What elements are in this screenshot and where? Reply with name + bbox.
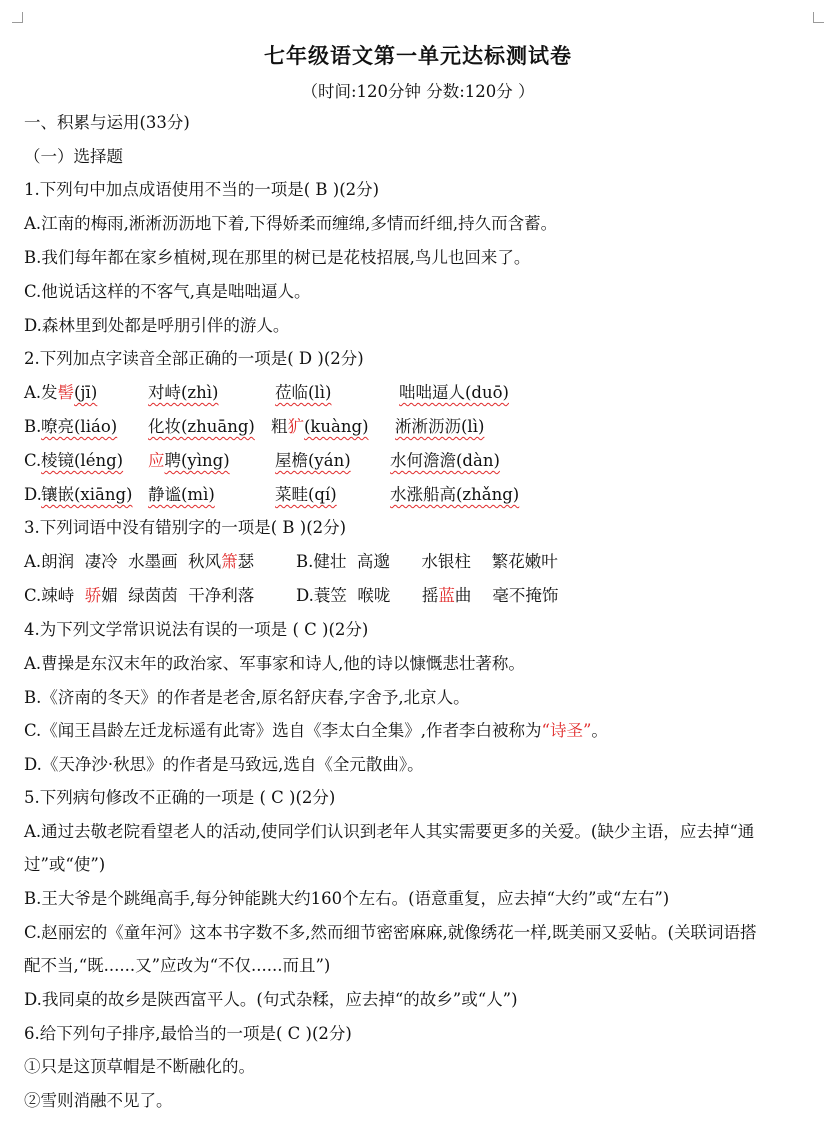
option-item: 菜畦(qí)	[275, 485, 337, 504]
option-text: D.蓑笠 喉咙 摇	[296, 586, 439, 605]
option-item: 水涨船高(zhǎng)	[390, 485, 520, 504]
question-stem: 4.为下列文学常识说法有误的一项是 ( C )(2分)	[24, 620, 369, 639]
option-item: 棱镜(léng)	[41, 451, 124, 470]
option-b: B.《济南的冬天》的作者是老舍,原名舒庆春,字舍予,北京人。	[24, 688, 470, 707]
highlight-char: 髻	[57, 383, 74, 402]
option-text: A.朗润 凄冷 水墨画 秋风	[24, 552, 222, 571]
option-label: B.	[24, 417, 42, 436]
option-d: D.森林里到处都是呼朋引伴的游人。	[24, 316, 290, 335]
option-c-continued: 配不当,“既......又”应改为“不仅......而且”)	[24, 956, 331, 975]
question-stem: 6.给下列句子排序,最恰当的一项是( C )(2分)	[24, 1024, 352, 1043]
option-item	[41, 382, 97, 404]
option-a: A.通过去敬老院看望老人的活动,使同学们认识到老年人其实需要更多的关爱。(缺少主语，应去掉“通	[24, 822, 755, 841]
option-text: 媚 绿茵茵 干净利落	[101, 586, 255, 605]
option-text: 。	[591, 721, 608, 740]
option-item	[148, 450, 230, 472]
option-a	[24, 551, 254, 573]
option-item: 淅淅沥沥(lì)	[395, 417, 485, 436]
question-stem: 2.下列加点字读音全部正确的一项是( D )(2分)	[24, 349, 364, 368]
question-stem: 1.下列句中加点成语使用不当的一项是( B )(2分)	[24, 180, 380, 199]
option-item: 咄咄逼人(duō)	[399, 383, 509, 402]
option-item: 化妆(zhuāng)	[148, 417, 255, 436]
option-c: C.他说话这样的不客气,真是咄咄逼人。	[24, 282, 311, 301]
option-c: C.赵丽宏的《童年河》这本书字数不多,然而细节密密麻麻,就像绣花一样,既美丽又妥帖。(关联词语搭	[24, 923, 757, 942]
option-text: C.竦峙	[24, 586, 85, 605]
highlight-char: 骄	[84, 586, 102, 605]
option-item: 静谧(mì)	[148, 485, 215, 504]
option-item: 对峙(zhì)	[148, 383, 219, 402]
exam-info: （时间:120分钟 分数:120分 ）	[301, 82, 535, 101]
option-label: A.	[24, 383, 42, 402]
highlight-char: 箫	[221, 552, 238, 571]
option-d: D.我同桌的故乡是陕西富平人。(句式杂糅，应去掉“的故乡”或“人”)	[24, 990, 518, 1009]
page-title: 七年级语文第一单元达标测试卷	[264, 44, 572, 68]
option-a: A.曹操是东汉末年的政治家、军事家和诗人,他的诗以慷慨悲壮著称。	[24, 654, 525, 673]
option-text: 瑟	[237, 552, 255, 571]
option-item: 莅临(lì)	[275, 383, 332, 402]
highlight-char: 应	[148, 451, 165, 470]
section-heading: 一、积累与运用(33分)	[24, 113, 190, 132]
pinyin: (jī)	[74, 383, 98, 402]
option-item: 镶嵌(xiāng)	[41, 485, 133, 504]
option-item: 嘹亮(liáo)	[41, 417, 118, 436]
pinyin: 聘(yìng)	[164, 451, 230, 470]
option-a: A.江南的梅雨,淅淅沥沥地下着,下得娇柔而缠绵,多情而纤细,持久而含蓄。	[24, 214, 558, 233]
option-label: C.	[24, 451, 42, 470]
option-label: D.	[24, 485, 42, 504]
word: 粗	[271, 417, 288, 436]
option-item: 屋檐(yán)	[275, 451, 351, 470]
question-stem: 5.下列病句修改不正确的一项是 ( C )(2分)	[24, 788, 336, 807]
highlight-text: “诗圣”	[541, 721, 592, 740]
option-item: 水何澹澹(dàn)	[390, 451, 500, 470]
option-d: D.《天净沙·秋思》的作者是马致远,选自《全元散曲》。	[24, 755, 424, 774]
option-text: 曲 毫不掩饰	[454, 586, 559, 605]
highlight-char: 蓝	[438, 586, 455, 605]
sentence-1: ①只是这顶草帽是不断融化的。	[24, 1057, 255, 1076]
question-stem: 3.下列词语中没有错别字的一项是( B )(2分)	[24, 518, 347, 537]
word: 发	[41, 383, 58, 402]
option-b: B.王大爷是个跳绳高手,每分钟能跳大约160个左右。(语意重复，应去掉“大约”或“左右”)	[24, 889, 670, 908]
option-c	[24, 585, 254, 607]
option-d	[296, 585, 558, 607]
sentence-2: ②雪则消融不见了。	[24, 1091, 173, 1110]
highlight-char: 犷	[287, 417, 304, 436]
option-text: C.《闻王昌龄左迁龙标遥有此寄》选自《李太白全集》,作者李白被称为	[24, 721, 542, 740]
subsection-heading: （一）选择题	[24, 147, 123, 166]
option-b: B.健壮 高邈 水银柱 繁花嫩叶	[296, 552, 558, 571]
option-a-continued: 过”或“使”)	[24, 855, 106, 874]
option-c	[24, 720, 826, 742]
pinyin: (kuàng)	[304, 417, 369, 436]
page-corner-mark	[12, 12, 23, 23]
page-corner-mark	[813, 12, 824, 23]
option-item	[271, 416, 369, 438]
option-b: B.我们每年都在家乡植树,现在那里的树已是花枝招展,鸟儿也回来了。	[24, 248, 531, 267]
